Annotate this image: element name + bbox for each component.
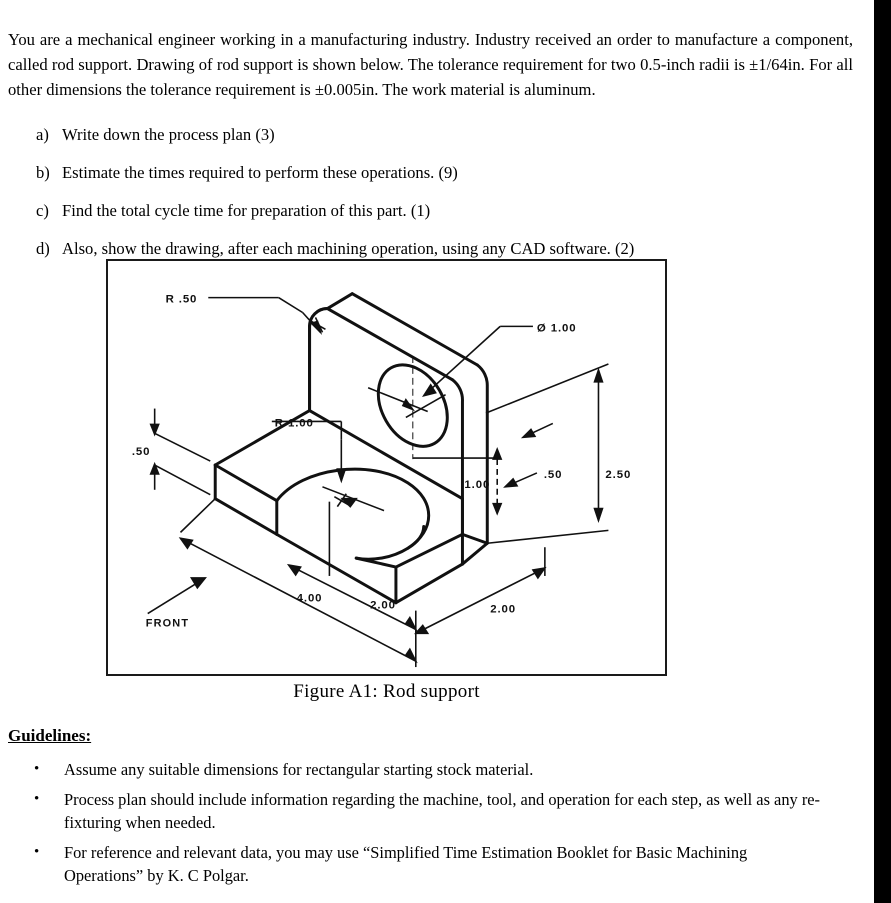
intro-paragraph: You are a mechanical engineer working in a manufacturing industry. Industry received an order to manufacture a component, called rod support. Drawing of rod support is shown below. The tolerance requirement for two 0.5-inch radii is ±1/64in. For all other dimensions the tolerance requirement is ±0.005in. The work material is aluminum. [8,29,853,99]
list-item [34,841,824,887]
bullet-icon: • [34,844,40,860]
question-marker: b) [36,163,50,182]
dim-label-overall-length: 4.00 [296,592,323,605]
dim-label-hole-height: 1.00 [464,478,491,491]
guideline-text: Process plan should include information regarding the machine, tool, and operation for each step, as well as any re-fixturing when needed. [64,790,821,832]
list-item [36,124,846,146]
dim-label-r100: R 1.00 [274,417,314,430]
list-item [34,758,824,781]
bullet-icon: • [34,761,40,777]
question-text: Estimate the times required to perform these operations. (9) [62,163,458,182]
question-marker: d) [36,239,50,258]
guideline-text: Assume any suitable dimensions for rectangular starting stock material. [64,760,534,779]
question-marker: c) [36,201,49,220]
view-label-front: FRONT [145,617,190,630]
dim-label-hole-diameter: Ø 1.00 [536,322,577,335]
list-item [36,238,846,260]
dim-label-overall-depth: 2.00 [490,603,517,616]
guideline-text: For reference and relevant data, you may use “Simplified Time Estimation Booklet for Basic Machining Operations” by K. C Polgar. [64,843,748,885]
question-list [36,124,846,276]
dim-label-wall-thickness: .50 [543,468,563,481]
page-edge-shadow [874,0,891,903]
question-text: Find the total cycle time for preparation of this part. (1) [62,201,431,220]
question-text: Write down the process plan (3) [62,125,275,144]
part-solid-outline [215,294,487,603]
isometric-drawing [108,261,665,674]
dim-label-overall-height: 2.50 [605,468,632,481]
dim-label-r50: R .50 [165,293,198,306]
figure-rod-support [106,259,667,676]
list-item [34,788,824,834]
guidelines-list [34,758,824,894]
question-marker: a) [36,125,49,144]
list-item [36,200,846,222]
figure-caption: Figure A1: Rod support [293,681,480,702]
list-item [36,162,846,184]
dim-label-plate-thickness: .50 [131,446,151,459]
question-text: Also, show the drawing, after each machining operation, using any CAD software. (2) [62,239,635,258]
dimension-lines [145,298,609,667]
guidelines-heading: Guidelines: [8,726,92,745]
dim-label-slot-offset: 2.00 [370,599,396,612]
bullet-icon: • [34,791,40,807]
